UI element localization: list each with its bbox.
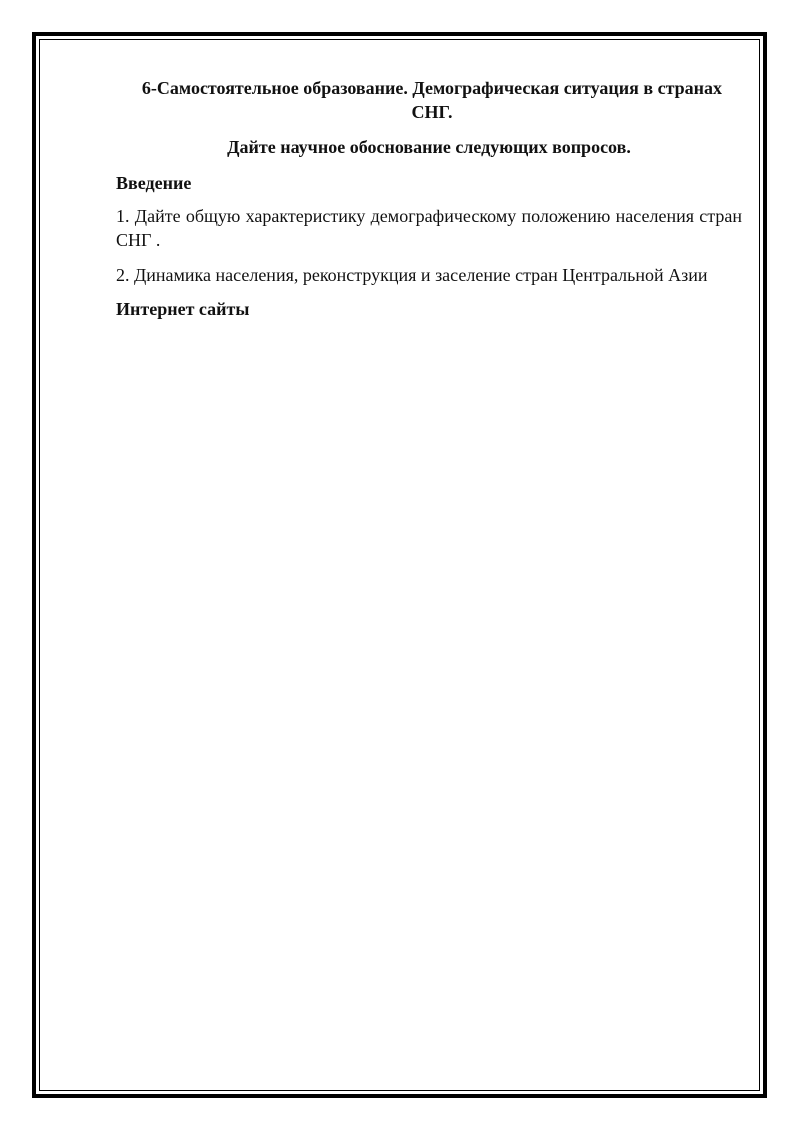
question-item-1: 1. Дайте общую характеристику демографическому положению населения стран СНГ . bbox=[116, 206, 742, 250]
document-title: 6-Самостоятельное образование. Демографическая ситуация в странах СНГ. bbox=[141, 78, 723, 122]
document-body bbox=[116, 76, 742, 321]
intro-heading: Введение bbox=[116, 173, 192, 193]
document-subtitle: Дайте научное обоснование следующих вопросов. bbox=[227, 137, 631, 157]
links-heading: Интернет сайты bbox=[116, 299, 250, 319]
question-item-2: 2. Динамика населения, реконструкция и заселение стран Центральной Азии bbox=[116, 265, 708, 285]
